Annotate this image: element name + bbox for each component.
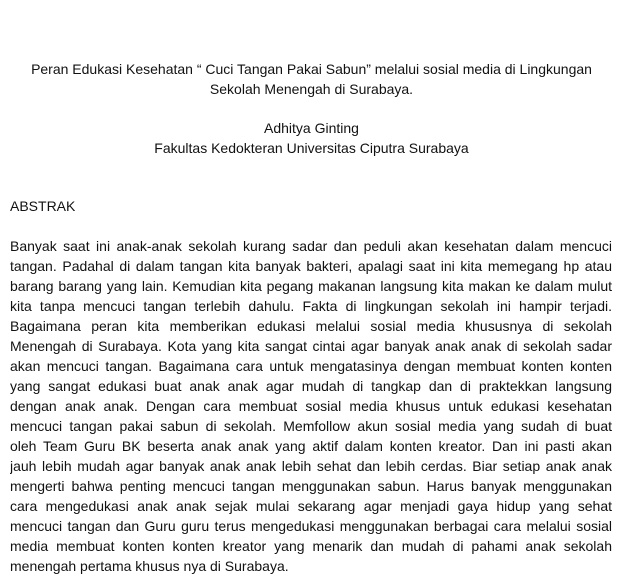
- abstract-line: oleh Team Guru BK beserta anak anak yang aktif dalam konten kreator. Dan ini pasti akan: [10, 438, 612, 454]
- abstract-line: mencuci tangan pakai sabun di sekolah. Memfollow akun sosial media yang sudah di buat: [10, 418, 612, 434]
- abstract-line: mencuci tangan dan Guru guru terus mengedukasi menggunakan berbagai cara melalui sosial: [10, 518, 612, 534]
- document-title: [0, 59, 623, 99]
- title-line-2: Sekolah Menengah di Surabaya.: [209, 81, 414, 97]
- abstract-line: barang barang yang lain. Kemudian kita pegang makanan langsung kita makan ke dalam mulut: [10, 278, 612, 294]
- abstract-body: [10, 236, 612, 576]
- author-affiliation: Fakultas Kedokteran Universitas Ciputra Surabaya: [154, 140, 469, 156]
- abstract-line: tangan. Padahal di dalam tangan kita banyak bakteri, apalagi saat ini kita memegang hp atau: [10, 258, 612, 274]
- abstract-line: kita tanpa mencuci tangan terlebih dahulu. Fakta di lingkungan sekolah ini hampir terjadi.: [10, 298, 612, 314]
- abstract-line: mengerti bahwa penting mencuci tangan menggunakan sabun. Harus banyak menggunakan: [10, 478, 612, 494]
- abstract-line: media membuat konten konten kreator yang menarik dan mudah di pahami anak sekolah: [10, 538, 612, 554]
- abstract-heading: ABSTRAK: [10, 198, 76, 214]
- abstract-line: yang sangat edukasi buat anak anak agar mudah di tangkap dan di praktekkan langsung: [10, 378, 612, 394]
- abstract-line: Banyak saat ini anak-anak sekolah kurang sadar dan peduli akan kesehatan dalam mencuci: [10, 238, 612, 254]
- abstract-line: dengan anak anak. Dengan cara membuat sosial media khusus untuk edukasi kesehatan: [10, 398, 612, 414]
- author-name: Adhitya Ginting: [264, 120, 359, 136]
- abstract-line: cara mengedukasi anak anak sejak mulai sekarang agar menjadi gaya hidup yang sehat: [10, 498, 612, 514]
- abstract-line: menengah pertama khusus nya di Surabaya.: [10, 558, 289, 574]
- abstract-line: Menengah di Surabaya. Kota yang kita sangat cintai agar banyak anak anak di sekolah sadar: [10, 338, 612, 354]
- abstract-line: Bagaimana peran kita memberikan edukasi melalui sosial media khususnya di sekolah: [10, 318, 612, 334]
- abstract-line: akan mencuci tangan. Bagaimana cara untuk mengatasinya dengan membuat konten konten: [10, 358, 612, 374]
- abstract-line: jauh lebih mudah agar banyak anak anak lebih sehat dan lebih cerdas. Biar setiap anak anak: [10, 458, 612, 474]
- title-line-1: Peran Edukasi Kesehatan “ Cuci Tangan Pakai Sabun” melalui sosial media di Lingkungan: [31, 61, 592, 77]
- author-block: [0, 118, 623, 158]
